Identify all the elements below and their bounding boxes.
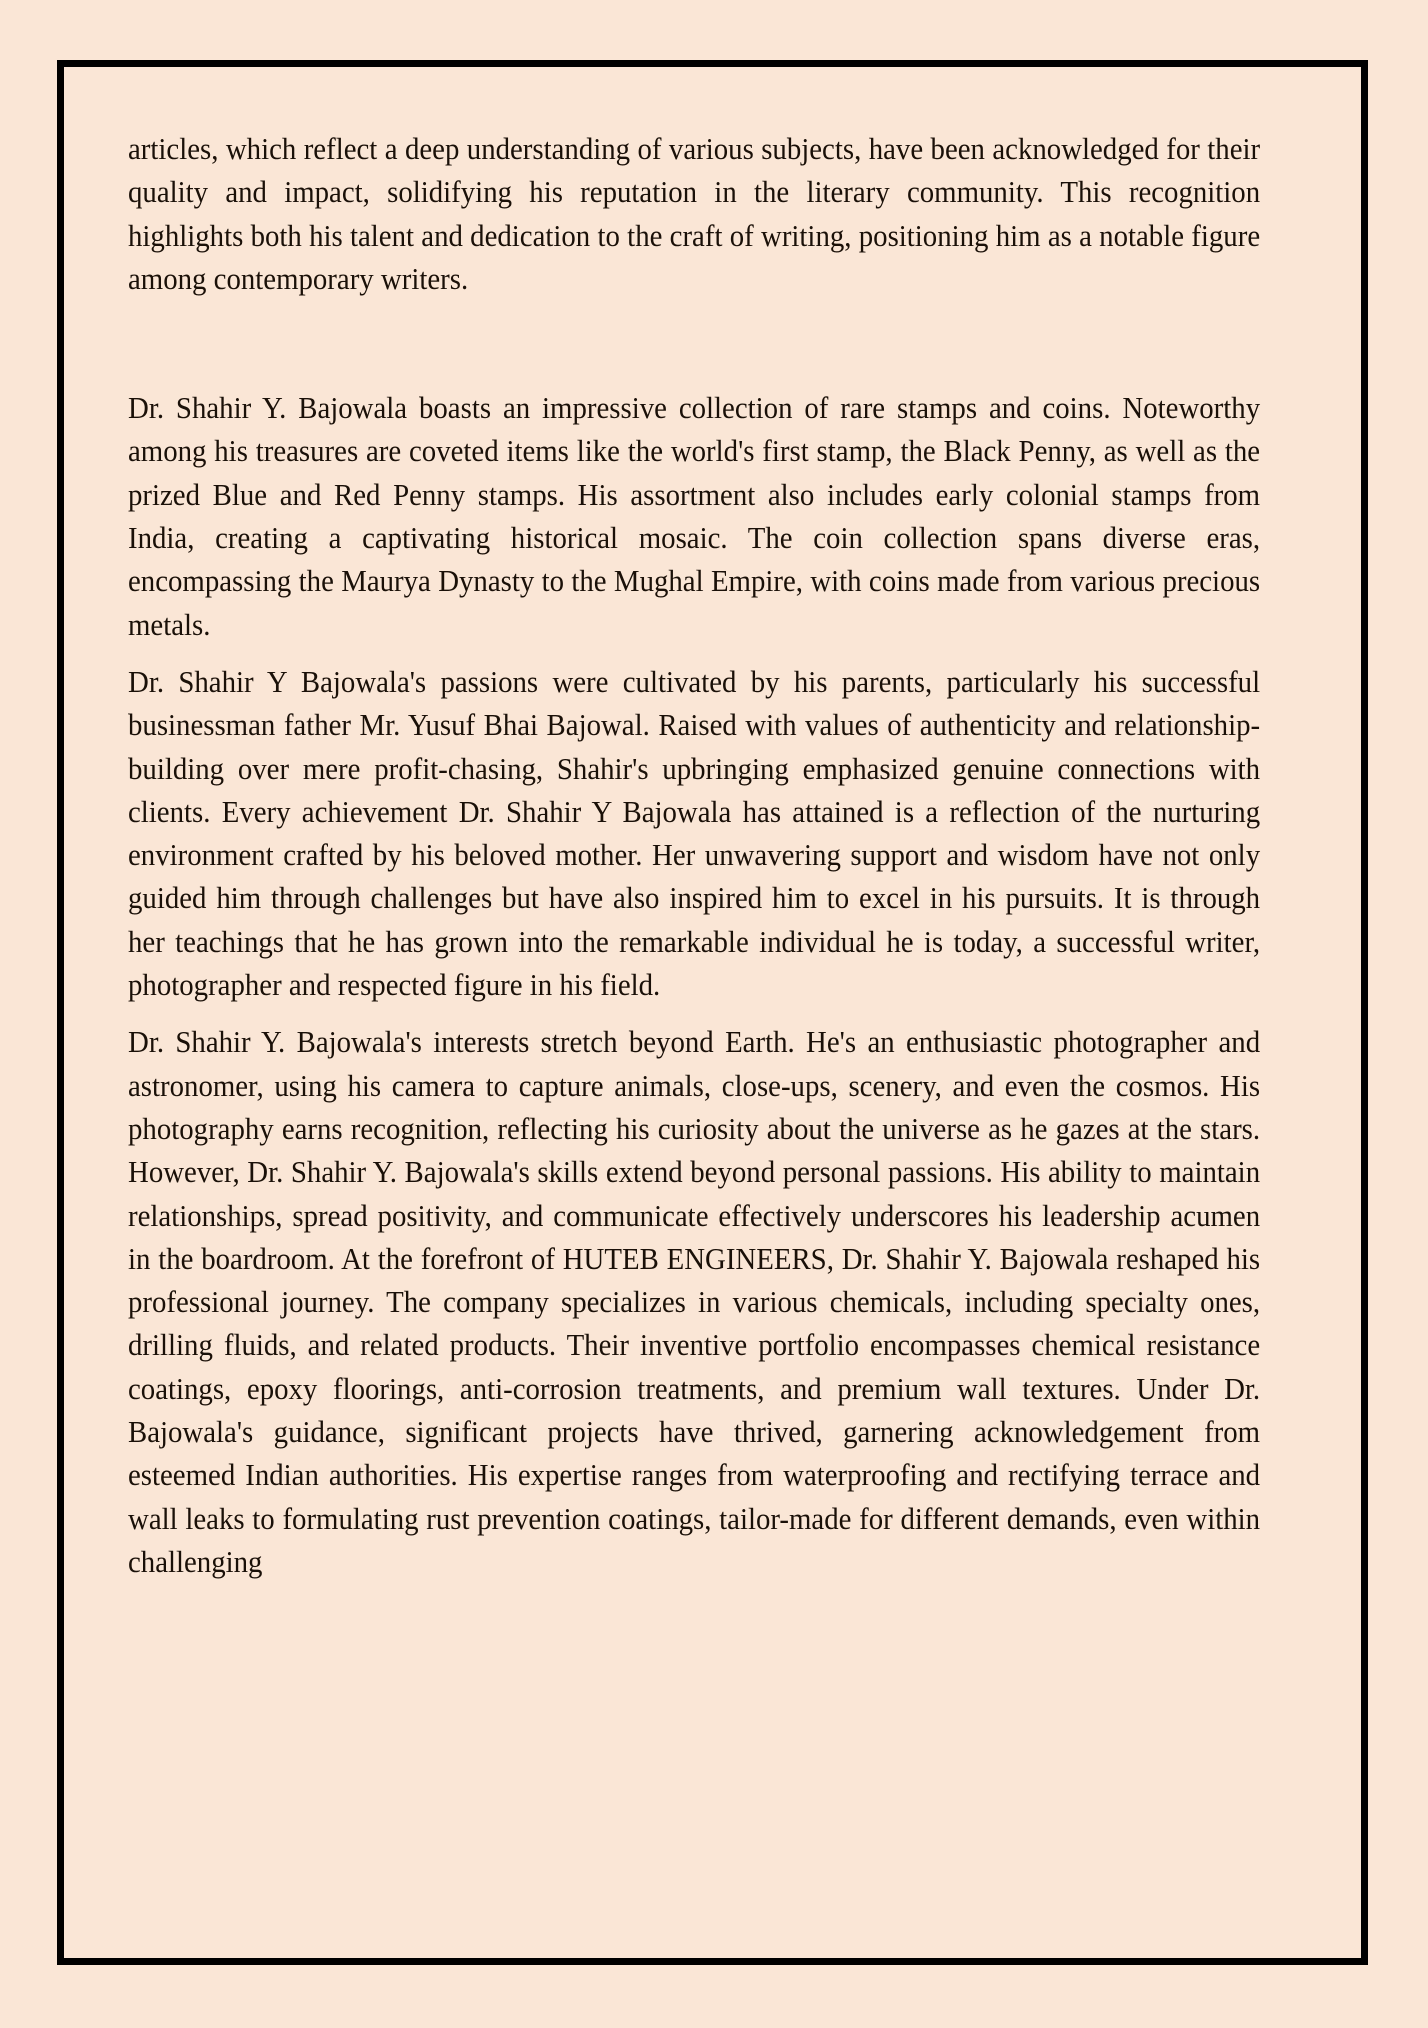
paragraph-spacer-small-2 bbox=[128, 1007, 1260, 1021]
document-body bbox=[128, 128, 1260, 1584]
paragraph-spacer-large bbox=[128, 301, 1260, 387]
paragraph-3: Dr. Shahir Y Bajowala's passions were cultivated by his parents, particularly his successful businessman father Mr. Yusuf Bhai Bajowal. Raised with values of authenticity and relationship-building over mere profit-chasing, Shahir's upbringing emphasized genuine connections with clients. Every achievement Dr. Shahir Y Bajowala has attained is a reflection of the nurturing environment crafted by his beloved mother. Her unwavering support and wisdom have not only guided him through challenges but have also inspired him to excel in his pursuits. It is through her teachings that he has grown into the remarkable individual he is today, a successful writer, photographer and respected figure in his field. bbox=[128, 664, 1261, 1003]
paragraph-2: Dr. Shahir Y. Bajowala boasts an impressive collection of rare stamps and coins. Noteworthy among his treasures are coveted items like the world's first stamp, the Black Penny, as well as the prized Blue and Red Penny stamps. His assortment also includes early colonial stamps from India, creating a captivating historical mosaic. The coin collection spans diverse eras, encompassing the Maurya Dynasty to the Mughal Empire, with coins made from various precious metals. bbox=[128, 391, 1261, 642]
paragraph-spacer-small-1 bbox=[128, 647, 1260, 661]
paragraph-1: articles, which reflect a deep understanding of various subjects, have been acknowledged for their quality and impact, solidifying his reputation in the literary community. This recognition highlights both his talent and dedication to the craft of writing, positioning him as a notable figure among contemporary writers. bbox=[128, 132, 1261, 296]
paragraph-4: Dr. Shahir Y. Bajowala's interests stretch beyond Earth. He's an enthusiastic photographer and astronomer, using his camera to capture animals, close-ups, scenery, and even the cosmos. His photography earns recognition, reflecting his curiosity about the universe as he gazes at the stars. However, Dr. Shahir Y. Bajowala's skills extend beyond personal passions. His ability to maintain relationships, spread positivity, and communicate effectively underscores his leadership acumen in the boardroom. At the forefront of HUTEB ENGINEERS, Dr. Shahir Y. Bajowala reshaped his professional journey. The company specializes in various chemicals, including specialty ones, drilling fluids, and related products. Their inventive portfolio encompasses chemical resistance coatings, epoxy floorings, anti-corrosion treatments, and premium wall textures. Under Dr. Bajowala's guidance, significant projects have thrived, garnering acknowledgement from esteemed Indian authorities. His expertise ranges from waterproofing and rectifying terrace and wall leaks to formulating rust prevention coatings, tailor-made for different demands, even within challenging bbox=[128, 1025, 1261, 1579]
